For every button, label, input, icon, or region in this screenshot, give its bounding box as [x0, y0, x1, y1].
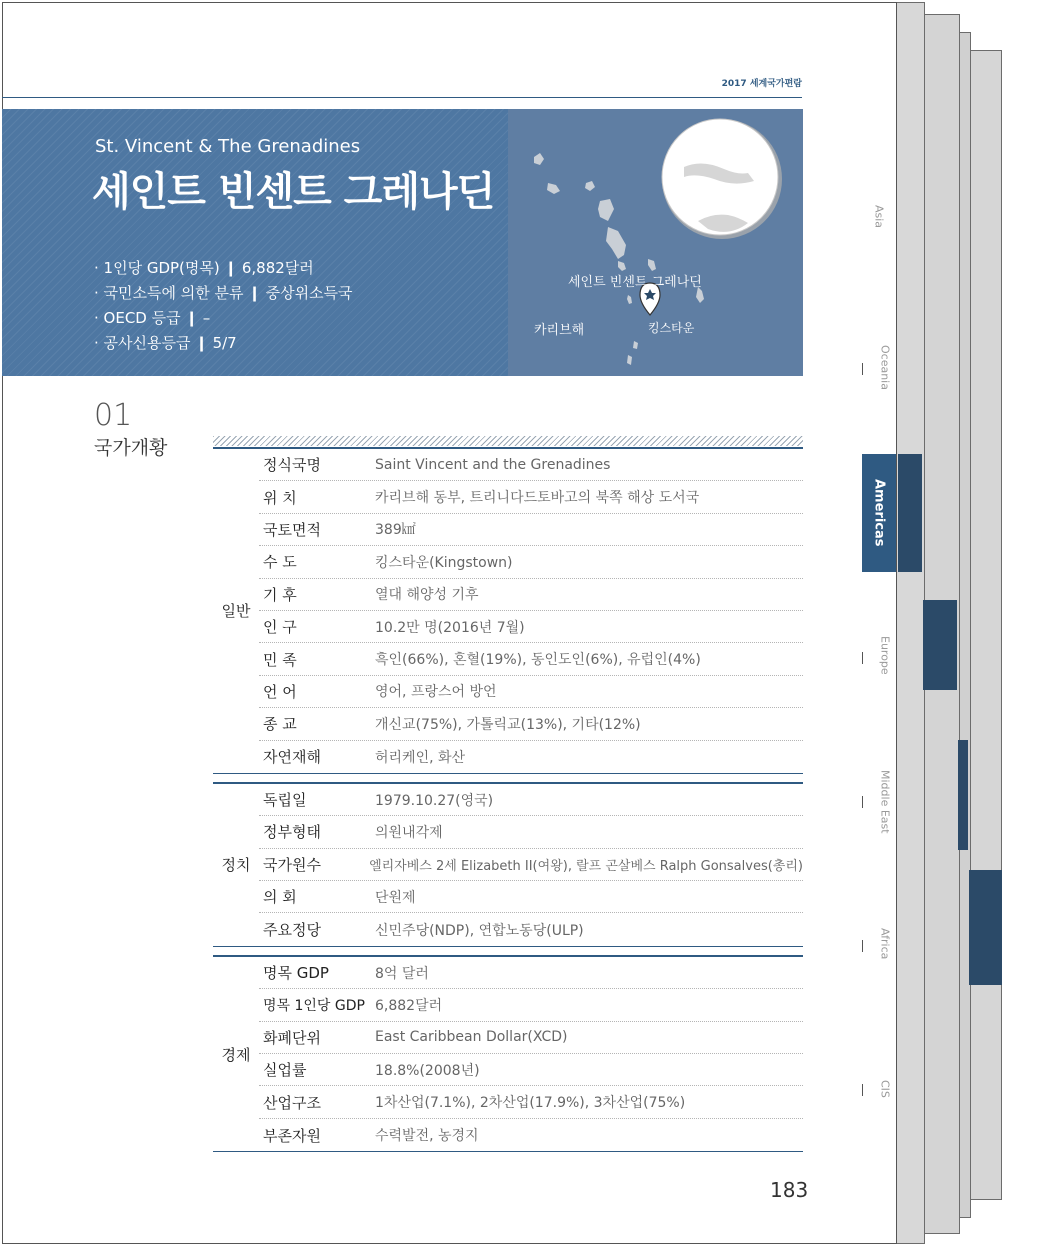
table-row — [259, 611, 803, 643]
row-value: 열대 해양성 기후 — [375, 587, 479, 604]
side-tab-divider — [862, 796, 863, 808]
row-value: 10.2만 명(2016년 7월) — [375, 619, 525, 636]
table-row — [259, 816, 803, 848]
row-value: 1차산업(7.1%), 2차산업(17.9%), 3차산업(75%) — [375, 1095, 686, 1112]
map-sea-label: 카리브해 — [534, 323, 585, 338]
row-key: 언 어 — [263, 682, 297, 701]
row-value: 18.8%(2008년) — [375, 1062, 480, 1079]
group-label: 경제 — [221, 1045, 251, 1064]
side-tab-divider — [862, 940, 863, 952]
side-tab-asia[interactable]: Asia — [872, 205, 886, 229]
fact-income-class: · 국민소득에 의한 분류 ❙ 중상위소득국 — [94, 284, 353, 302]
row-key: 인 구 — [263, 618, 297, 637]
row-value: 1979.10.27(영국) — [375, 792, 494, 809]
fact-oecd-grade: · OECD 등급 ❙ – — [94, 309, 211, 327]
table-row — [259, 546, 803, 578]
row-key: 종 교 — [263, 715, 297, 734]
row-key: 명목 1인당 GDP — [263, 997, 365, 1014]
table-group-general — [213, 447, 803, 774]
page-edge-4 — [968, 50, 1002, 1200]
row-value: East Caribbean Dollar(XCD) — [375, 1029, 568, 1046]
row-key: 국토면적 — [263, 520, 321, 539]
row-key: 정식국명 — [263, 456, 321, 475]
row-value: 6,882달러 — [375, 997, 443, 1014]
row-key: 민 족 — [263, 650, 297, 669]
country-name-ko: 세인트 빈센트 그레나딘 — [92, 169, 495, 215]
fact-gdp-per-capita: · 1인당 GDP(명목) ❙ 6,882달러 — [94, 259, 314, 277]
row-value: 허리케인, 화산 — [375, 749, 466, 766]
side-tab-middle-east[interactable]: Middle East — [878, 770, 892, 834]
fact-credit-grade: · 공사신용등급 ❙ 5/7 — [94, 334, 237, 352]
row-value: 개신교(75%), 가톨릭교(13%), 기타(12%) — [375, 716, 641, 733]
row-value: Saint Vincent and the Grenadines — [375, 456, 611, 473]
table-row — [259, 579, 803, 611]
table-row — [259, 881, 803, 913]
row-key: 수 도 — [263, 553, 297, 572]
table-row — [259, 1022, 803, 1054]
row-key: 위 치 — [263, 488, 297, 507]
table-row — [259, 913, 803, 945]
row-key: 산업구조 — [263, 1093, 321, 1112]
side-tab-africa[interactable]: Africa — [878, 928, 892, 960]
map-country-label: 세인트 빈센트 그레나딘 — [568, 275, 702, 290]
country-name-en: St. Vincent & The Grenadines — [95, 136, 361, 157]
table-row — [259, 1119, 803, 1151]
table-row — [259, 989, 803, 1021]
row-key: 자연재해 — [263, 748, 321, 767]
table-row — [259, 449, 803, 481]
side-tab-oceania[interactable]: Oceania — [878, 345, 892, 390]
row-key: 주요정당 — [263, 921, 321, 940]
row-key: 화폐단위 — [263, 1028, 321, 1047]
row-key: 의 회 — [263, 888, 297, 907]
row-value: 389㎢ — [375, 522, 416, 539]
table-row — [259, 676, 803, 708]
row-value: 신민주당(NDP), 연합노동당(ULP) — [375, 922, 584, 939]
key-facts — [94, 256, 353, 356]
row-value: 킹스타운(Kingstown) — [375, 554, 513, 571]
row-value: 엘리자베스 2세 Elizabeth II(여왕), 랄프 곤살베스 Ralph Gonsalves(총리) — [369, 858, 803, 874]
table-row — [259, 784, 803, 816]
row-value: 8억 달러 — [375, 965, 429, 982]
table-hatch-bar — [213, 436, 803, 446]
row-key: 정부형태 — [263, 823, 321, 842]
row-value: 단원제 — [375, 889, 416, 906]
edge-tab-mark — [969, 870, 1002, 985]
group-label: 정치 — [221, 856, 251, 875]
group-label: 일반 — [221, 602, 251, 621]
table-row — [259, 708, 803, 740]
side-tab-divider — [862, 363, 863, 375]
side-tab-divider — [862, 1084, 863, 1096]
row-key: 국가원수 — [263, 855, 321, 874]
row-key: 실업률 — [263, 1061, 307, 1080]
side-tab-europe[interactable]: Europe — [878, 636, 892, 675]
side-tab-cis[interactable]: CIS — [878, 1080, 892, 1098]
edge-tab-mark — [958, 740, 968, 850]
location-map — [508, 109, 803, 376]
side-tab-divider — [862, 652, 863, 664]
row-value: 카리브해 동부, 트리니다드토바고의 북쪽 해상 도서국 — [375, 490, 700, 507]
page-edge-1 — [895, 2, 925, 1244]
table-row — [259, 849, 803, 881]
row-key: 명목 GDP — [263, 964, 329, 983]
table-group-politics — [213, 782, 803, 947]
table-row — [259, 481, 803, 513]
table-row — [259, 514, 803, 546]
row-key: 독립일 — [263, 791, 307, 810]
row-key: 부존자원 — [263, 1126, 321, 1145]
row-value: 영어, 프랑스어 방언 — [375, 684, 497, 701]
book-title: 2017 세계국가편람 — [721, 79, 802, 89]
table-row — [259, 1086, 803, 1118]
table-row — [259, 1054, 803, 1086]
table-row — [259, 643, 803, 675]
side-tab-americas[interactable]: Americas — [862, 454, 896, 572]
header-rule — [2, 97, 802, 98]
row-value: 흑인(66%), 혼혈(19%), 동인도인(6%), 유럽인(4%) — [375, 652, 701, 669]
row-key: 기 후 — [263, 585, 297, 604]
table-group-economy — [213, 955, 803, 1152]
section-title: 국가개황 — [94, 437, 168, 459]
row-value: 의원내각제 — [375, 824, 443, 841]
edge-tab-mark — [898, 454, 922, 572]
table-row — [259, 741, 803, 773]
overview-table — [213, 447, 803, 1152]
page-number: 183 — [770, 1178, 809, 1202]
row-value: 수력발전, 농경지 — [375, 1128, 479, 1144]
section-number: 01 — [94, 398, 133, 433]
map-capital-label: 킹스타운 — [648, 321, 695, 335]
table-row — [259, 957, 803, 989]
edge-tab-mark — [923, 600, 957, 690]
